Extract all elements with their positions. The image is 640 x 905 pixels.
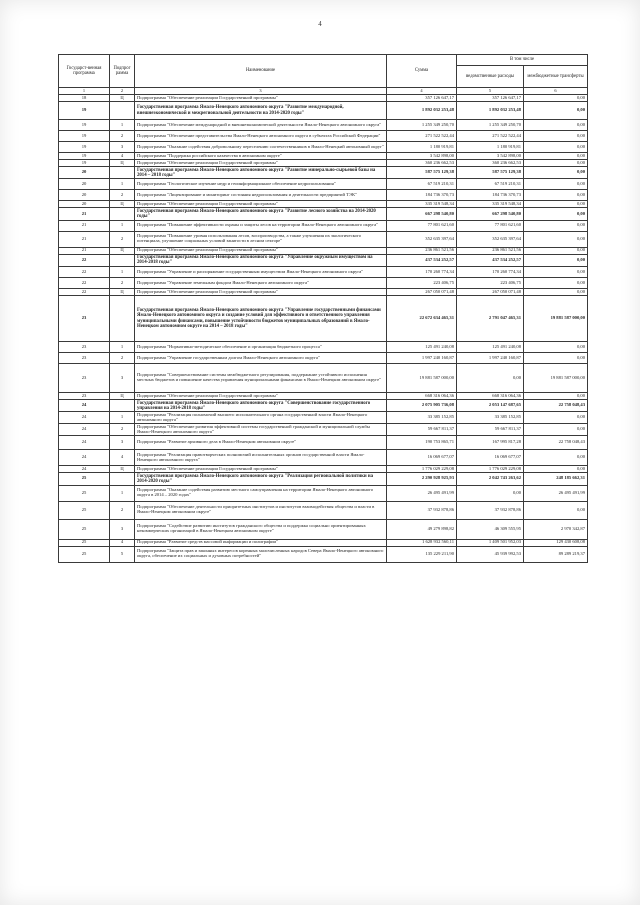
subprogram-code-cell: 1 [110,179,135,190]
transfers-cell: 0,00 [524,190,588,201]
subprogram-row [59,393,588,400]
transfers-cell: 0,00 [524,267,588,278]
program-number-cell: 24 [59,424,110,436]
sum-cell: 16 069 677,07 [387,450,457,466]
program-number-cell: 20 [59,167,110,179]
subprogram-row [59,267,588,278]
header-sum: Сумма [387,55,457,88]
sum-cell: 357 126 647,17 [387,95,457,102]
departmental-cell: 2 042 743 263,62 [457,473,524,485]
program-number-cell: 22 [59,267,110,278]
transfers-cell: 19 881 587 000,00 [524,296,588,342]
subprogram-row [59,342,588,353]
program-number-cell: 24 [59,400,110,412]
subprogram-code-cell [110,208,135,220]
subprogram-row [59,142,588,153]
transfers-cell: 22 758 048,43 [524,436,588,450]
subprogram-row [59,546,588,562]
program-name-cell: Подпрограмма "Обеспечение деятельности приоритетных институтов и институтов взаимодействия общества и власти в Ямало-Ненецком автономном округе" [135,501,387,519]
departmental-cell: 2 791 047 465,31 [457,296,524,342]
transfers-cell: 0,00 [524,424,588,436]
subprogram-row [59,450,588,466]
program-name-cell: Подпрограмма "Геологическое изучение недр и геоинформационное обеспечение недропользования" [135,179,387,190]
program-name-cell: Государственная программа Ямало-Ненецкого автономного округа "Реализация региональной политики на 2014-2020 годы" [135,473,387,485]
transfers-cell: 0,00 [524,254,588,266]
subprogram-code-cell [110,254,135,266]
program-number-cell: 23 [59,342,110,353]
program-number-cell: 19 [59,142,110,153]
departmental-cell: 0,00 [457,485,524,501]
departmental-cell: 267 050 071,48 [457,289,524,296]
program-number-cell: 19 [59,120,110,131]
subprogram-row [59,179,588,190]
subprogram-code-cell: Ц [110,95,135,102]
program-name-cell: Подпрограмма "Обеспечение реализации Государственной программы" [135,247,387,254]
sum-cell: 49 279 898,82 [387,519,457,539]
table-body [59,95,588,563]
subprogram-code-cell: 4 [110,450,135,466]
program-name-cell: Подпрограмма "Обеспечение реализации Государственной программы" [135,289,387,296]
program-row [59,102,588,120]
transfers-cell: 0,00 [524,131,588,142]
program-name-cell: Государственная программа Ямало-Ненецкого автономного округа "Развитие международной, внешнеэкономической и межрегиональной деятельности на 2014-2020 годы" [135,102,387,120]
program-name-cell: Подпрограмма "Совершенствование системы межбюджетного регулирования, поддержание устойчивого исполнения местных бюджетов и повышение качества управления муниципальными финансами в Ямало-Ненецком автономном округе" [135,364,387,393]
program-number-cell: 25 [59,485,110,501]
transfers-cell: 22 758 048,43 [524,400,588,412]
subprogram-code-cell: 1 [110,485,135,501]
program-row [59,473,588,485]
subprogram-code-cell [110,296,135,342]
program-name-cell: Подпрограмма "Обеспечение представительства Ямало-Ненецкого автономного округа в субъектах Российской Федерации" [135,131,387,142]
sum-cell: 1 776 029 229,08 [387,466,457,473]
program-name-cell: Подпрограмма "Нормативно-методическое обеспечение и организация бюджетного процесса" [135,342,387,353]
sum-cell: 184 736 370,73 [387,190,457,201]
departmental-cell: 46 309 555,95 [457,519,524,539]
transfers-cell: 0,00 [524,466,588,473]
departmental-cell: 352 635 397,64 [457,231,524,247]
transfers-cell: 0,00 [524,208,588,220]
program-name-cell: Подпрограмма "Оказание содействия добровольному переселению соотечественников в Ямало-Ненецкий автономный округ" [135,142,387,153]
transfers-cell: 26 495 491,99 [524,485,588,501]
sum-cell: 1 628 932 560,11 [387,539,457,546]
departmental-cell: 45 939 992,53 [457,546,524,562]
program-number-cell: 20 [59,190,110,201]
program-name-cell: Подпрограмма "Поддержка российского казачества в автономном округе" [135,153,387,160]
departmental-cell: 357 126 647,17 [457,95,524,102]
program-number-cell: 22 [59,254,110,266]
program-name-cell: Государственная программа Ямало-Ненецкого автономного округа "Управление государственными финансами Ямало-Ненецкого автономного округа и создание условий для эффективного и ответственного управления муниципальными финансами, повышение устойчивости бюджетов муниципальных образований в Ямало-Ненецком автономном округе на 2014 – 2018 годы" [135,296,387,342]
subprogram-code-cell: 1 [110,220,135,231]
col-number: 3 [135,88,387,95]
subprogram-row [59,501,588,519]
transfers-cell: 0,00 [524,120,588,131]
header-program: Государст-венная программа [59,55,110,88]
subprogram-code-cell: 2 [110,353,135,364]
subprogram-code-cell [110,167,135,179]
subprogram-row [59,289,588,296]
program-number-cell: 22 [59,289,110,296]
program-number-cell: 21 [59,247,110,254]
header-including: В том числе [457,55,588,66]
program-name-cell: Подпрограмма "Содействие развитию институтов гражданского общества и поддержка социально ориентированных некоммерческих организаций в Ямало-Ненецком автономном округе" [135,519,387,539]
transfers-cell: 0,00 [524,353,588,364]
program-row [59,208,588,220]
subprogram-row [59,231,588,247]
departmental-cell: 1 409 501 952,03 [457,539,524,546]
transfers-cell: 0,00 [524,167,588,179]
sum-cell: 352 635 397,64 [387,231,457,247]
col-number: 1 [59,88,110,95]
program-name-cell: Подпрограмма "Повышение уровня использования лесов, воспроизводства, а также улучшения их экологического потенциала, улучшение социальных условий занятости в лесном секторе" [135,231,387,247]
header-departmental: ведомственные расходы [457,66,524,88]
program-number-cell: 21 [59,231,110,247]
departmental-cell: 67 519 210,31 [457,179,524,190]
subprogram-code-cell: 2 [110,501,135,519]
program-number-cell: 21 [59,220,110,231]
subprogram-code-cell: 1 [110,120,135,131]
subprogram-code-cell: 2 [110,278,135,289]
departmental-cell: 271 522 522,44 [457,131,524,142]
departmental-cell: 360 236 662,53 [457,160,524,167]
program-name-cell: Подпрограмма "Обеспечение развития эффективной системы государственной гражданской и муниципальной службы Ямало-Ненецкого автономного округа" [135,424,387,436]
transfers-cell: 0,00 [524,95,588,102]
budget-table [58,54,588,563]
program-number-cell: 22 [59,278,110,289]
header-name: Наименование [135,55,387,88]
departmental-cell: 33 385 152,85 [457,412,524,424]
transfers-cell: 0,00 [524,231,588,247]
departmental-cell: 437 534 252,57 [457,254,524,266]
program-name-cell: Подпрограмма "Обеспечение реализации Государственной программы" [135,95,387,102]
sum-cell: 267 050 071,48 [387,289,457,296]
program-number-cell: 19 [59,131,110,142]
subprogram-code-cell: 4 [110,153,135,160]
departmental-cell: 587 575 129,38 [457,167,524,179]
departmental-cell: 77 801 621,60 [457,220,524,231]
transfers-cell: 0,00 [524,450,588,466]
departmental-cell: 1 255 349 250,70 [457,120,524,131]
departmental-cell: 0,00 [457,364,524,393]
subprogram-code-cell: 5 [110,546,135,562]
program-name-cell: Подпрограмма "Обеспечение реализации Государственной программы" [135,201,387,208]
subprogram-row [59,424,588,436]
transfers-cell: 0,00 [524,179,588,190]
subprogram-row [59,436,588,450]
sum-cell: 2 075 905 736,08 [387,400,457,412]
departmental-cell: 167 995 817,28 [457,436,524,450]
subprogram-code-cell: 2 [110,231,135,247]
subprogram-code-cell: 1 [110,267,135,278]
program-number-cell: 18 [59,95,110,102]
sum-cell: 1 892 032 253,48 [387,102,457,120]
subprogram-row [59,131,588,142]
program-row [59,296,588,342]
departmental-cell: 16 069 677,07 [457,450,524,466]
transfers-cell: 19 881 587 000,00 [524,364,588,393]
subprogram-row [59,190,588,201]
table-header [59,55,588,95]
sum-cell: 190 753 865,71 [387,436,457,450]
sum-cell: 271 522 522,44 [387,131,457,142]
departmental-cell: 170 260 774,34 [457,267,524,278]
program-name-cell: Подпрограмма "Управление земельным фондом Ямало-Ненецкого автономного округа" [135,278,387,289]
program-number-cell: 21 [59,208,110,220]
program-name-cell: Подпрограмма "Управление государственным долгом Ямало-Ненецкого автономного округа" [135,353,387,364]
transfers-cell: 0,00 [524,102,588,120]
transfers-cell: 0,00 [524,160,588,167]
subprogram-code-cell: Ц [110,289,135,296]
sum-cell: 135 229 211,90 [387,546,457,562]
header-subprogram: Подпрог рамма [110,55,135,88]
sum-cell: 1 255 349 250,70 [387,120,457,131]
col-number: 6 [524,88,588,95]
subprogram-row [59,353,588,364]
sum-cell: 335 319 548,34 [387,201,457,208]
program-number-cell: 23 [59,296,110,342]
subprogram-row [59,485,588,501]
program-number-cell: 25 [59,539,110,546]
program-name-cell: Подпрограмма "Обеспечение реализации Государственной программы" [135,466,387,473]
transfers-cell: 0,00 [524,278,588,289]
program-name-cell: Государственная программа Ямало-Ненецкого автономного округа "Управление окружным имуществом на 2014-2018 годы" [135,254,387,266]
program-number-cell: 24 [59,436,110,450]
subprogram-code-cell: 3 [110,436,135,450]
subprogram-row [59,278,588,289]
subprogram-row [59,247,588,254]
transfers-cell: 0,00 [524,153,588,160]
program-name-cell: Подпрограмма "Развитие средств массовой информации и полиграфии" [135,539,387,546]
program-number-cell: 19 [59,153,110,160]
program-name-cell: Подпрограмма "Управление и распоряжение государственным имуществом Ямало-Ненецкого автономного округа" [135,267,387,278]
program-name-cell: Подпрограмма "Лицензирование и мониторинг состояния недропользования и деятельности предприятий ТЭК" [135,190,387,201]
program-name-cell: Государственная программа Ямало-Ненецкого автономного округа "Развитие лесного хозяйства на 2014-2020 годы" [135,208,387,220]
subprogram-code-cell: Ц [110,393,135,400]
program-name-cell: Подпрограмма "Защита прав и законных интересов коренных малочисленных народов Севера Ямало-Ненецкого автономного округа, обеспечение их социальных и духовных потребностей" [135,546,387,562]
departmental-cell: 1 180 919,81 [457,142,524,153]
program-number-cell: 25 [59,501,110,519]
departmental-cell: 667 298 540,80 [457,208,524,220]
departmental-cell: 223 406,75 [457,278,524,289]
program-row [59,167,588,179]
sum-cell: 26 495 491,99 [387,485,457,501]
transfers-cell: 2 970 342,87 [524,519,588,539]
subprogram-row [59,519,588,539]
program-number-cell: 19 [59,102,110,120]
program-number-cell: 24 [59,412,110,424]
sum-cell: 236 861 521,56 [387,247,457,254]
program-name-cell: Подпрограмма "Развитие архивного дела в Ямало-Ненецком автономном округе" [135,436,387,450]
subprogram-row [59,160,588,167]
program-number-cell: 24 [59,450,110,466]
subprogram-row [59,220,588,231]
sum-cell: 22 672 634 465,31 [387,296,457,342]
program-name-cell: Подпрограмма "Обеспечение реализации Государственной программы" [135,393,387,400]
subprogram-row [59,539,588,546]
program-number-cell: 25 [59,473,110,485]
subprogram-code-cell: Ц [110,466,135,473]
sum-cell: 668 316 064,36 [387,393,457,400]
subprogram-row [59,412,588,424]
subprogram-code-cell: 2 [110,131,135,142]
sum-cell: 3 542 898,00 [387,153,457,160]
col-number: 5 [457,88,524,95]
sum-cell: 1 180 919,81 [387,142,457,153]
subprogram-row [59,120,588,131]
sum-cell: 667 298 540,80 [387,208,457,220]
subprogram-row [59,201,588,208]
page-number: 4 [318,20,322,28]
sum-cell: 1 997 240 160,87 [387,353,457,364]
subprogram-code-cell: 4 [110,539,135,546]
sum-cell: 125 491 240,08 [387,342,457,353]
subprogram-code-cell: Ц [110,160,135,167]
program-name-cell: Подпрограмма "Реализация правотворческих полномочий исполнительных органов государственной власти Ямало-Ненецкого автономного округа" [135,450,387,466]
program-name-cell: Подпрограмма "Реализация полномочий высшего исполнительного органа государственной власти Ямало-Ненецкого автономного округа" [135,412,387,424]
subprogram-code-cell: 3 [110,142,135,153]
transfers-cell: 0,00 [524,220,588,231]
program-number-cell: 23 [59,393,110,400]
subprogram-code-cell: 1 [110,342,135,353]
sum-cell: 587 575 129,38 [387,167,457,179]
program-number-cell: 25 [59,546,110,562]
subprogram-row [59,466,588,473]
departmental-cell: 668 316 064,36 [457,393,524,400]
departmental-cell: 1 776 029 229,08 [457,466,524,473]
subprogram-code-cell: 2 [110,190,135,201]
col-number: 4 [387,88,457,95]
transfers-cell: 0,00 [524,393,588,400]
program-row [59,254,588,266]
sum-cell: 59 667 811,37 [387,424,457,436]
sum-cell: 223 406,75 [387,278,457,289]
transfers-cell: 0,00 [524,201,588,208]
subprogram-code-cell: 3 [110,364,135,393]
program-number-cell: 24 [59,466,110,473]
subprogram-code-cell: 3 [110,519,135,539]
sum-cell: 67 519 210,31 [387,179,457,190]
subprogram-code-cell [110,473,135,485]
departmental-cell: 125 491 240,08 [457,342,524,353]
program-number-cell: 23 [59,364,110,393]
departmental-cell: 335 319 548,34 [457,201,524,208]
subprogram-code-cell: 2 [110,424,135,436]
transfers-cell: 0,00 [524,142,588,153]
departmental-cell: 236 861 521,56 [457,247,524,254]
subprogram-code-cell: 1 [110,412,135,424]
sum-cell: 360 236 662,53 [387,160,457,167]
header-interbudget: межбюджетные трансферты [524,66,588,88]
program-name-cell: Государственная программа Ямало-Ненецкого автономного округа "Развитие минерально-сырьевой базы на 2014 – 2018 годы" [135,167,387,179]
subprogram-row [59,95,588,102]
transfers-cell: 248 185 662,31 [524,473,588,485]
transfers-cell: 0,00 [524,412,588,424]
sum-cell: 19 881 587 000,00 [387,364,457,393]
transfers-cell: 0,00 [524,247,588,254]
subprogram-code-cell [110,400,135,412]
subprogram-code-cell: Ц [110,201,135,208]
col-number: 2 [110,88,135,95]
program-name-cell: Государственная программа Ямало-Ненецкого автономного округа "Совершенствование государственного управления на 2014-2018 годы" [135,400,387,412]
program-name-cell: Подпрограмма "Обеспечение международной и внешнеэкономической деятельности Ямало-Ненецкого автономного округа" [135,120,387,131]
departmental-cell: 1 997 240 160,87 [457,353,524,364]
program-number-cell: 23 [59,353,110,364]
subprogram-code-cell: Ц [110,247,135,254]
subprogram-row [59,153,588,160]
sum-cell: 437 534 252,57 [387,254,457,266]
departmental-cell: 2 053 147 687,65 [457,400,524,412]
departmental-cell: 3 542 898,00 [457,153,524,160]
sum-cell: 2 290 928 925,93 [387,473,457,485]
program-row [59,400,588,412]
departmental-cell: 37 932 878,86 [457,501,524,519]
subprogram-row [59,364,588,393]
departmental-cell: 1 892 032 253,48 [457,102,524,120]
program-number-cell: 19 [59,160,110,167]
program-number-cell: 20 [59,179,110,190]
transfers-cell: 89 289 219,37 [524,546,588,562]
subprogram-code-cell [110,102,135,120]
program-number-cell: 25 [59,519,110,539]
departmental-cell: 59 667 811,37 [457,424,524,436]
transfers-cell: 129 430 608,08 [524,539,588,546]
program-name-cell: Подпрограмма "Обеспечение реализации Государственной программы" [135,160,387,167]
sum-cell: 37 932 878,86 [387,501,457,519]
transfers-cell: 0,00 [524,289,588,296]
transfers-cell: 0,00 [524,501,588,519]
sum-cell: 77 801 621,60 [387,220,457,231]
program-name-cell: Подпрограмма "Оказание содействия развитию местного самоуправления на территории Ямало-Ненецкого автономного округа в 2014 – 2020 годах" [135,485,387,501]
program-number-cell: 20 [59,201,110,208]
program-name-cell: Подпрограмма "Повышение эффективности охраны и защиты лесов на территории Ямало-Ненецкого автономного округа" [135,220,387,231]
transfers-cell: 0,00 [524,342,588,353]
sum-cell: 33 385 152,85 [387,412,457,424]
departmental-cell: 184 736 370,73 [457,190,524,201]
sum-cell: 170 260 774,34 [387,267,457,278]
